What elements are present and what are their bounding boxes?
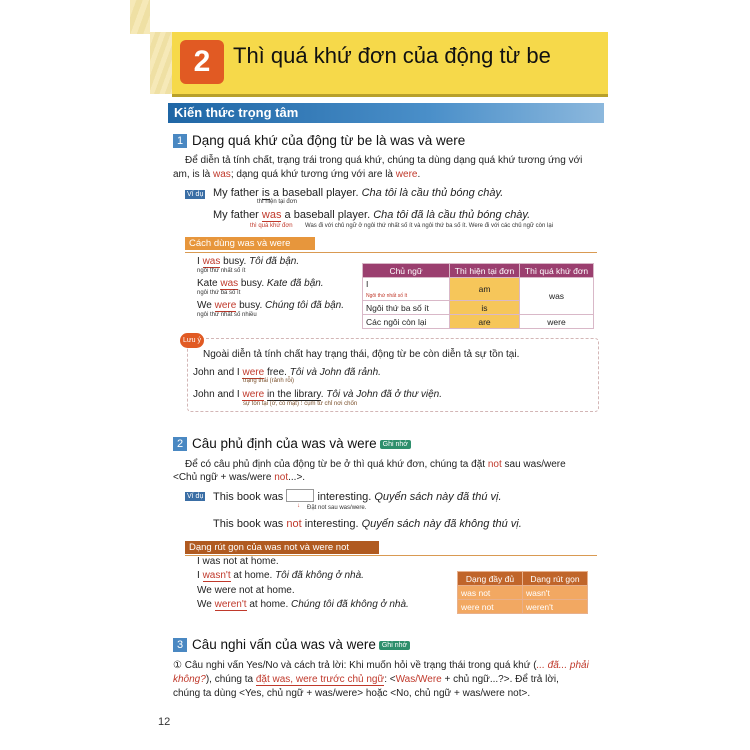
sub3-title: Câu nghi vấn của was và were — [192, 637, 376, 652]
note-line-1: Ngoài diễn tả tính chất hay trạng thái, động từ be còn diễn tả sự tồn tại. — [203, 349, 520, 360]
usage-example-1: I was busy. Tôi đã bận. — [197, 256, 300, 267]
note-example-1: John and I were free. Tôi và John đã rảnh. — [193, 367, 381, 378]
sub2-intro-line1: Để có câu phủ định của động từ be ở thì quá khứ đơn, chúng ta đặt not sau was/were — [185, 459, 566, 470]
short-form-table: Dạng đầy đủ Dạng rút gọn was not wasn't were not weren't — [457, 571, 588, 614]
note-badge: Lưu ý — [180, 333, 204, 348]
sub1-intro-line2: am, is là was; dạng quá khứ tương ứng với are là were. — [173, 169, 421, 180]
page-number: 12 — [158, 716, 171, 728]
sub2-tag: Ghi nhớ — [380, 440, 411, 449]
usage-example-3-note: ngôi thứ nhất số nhiều — [197, 312, 257, 318]
short-form-title: Dạng rút gọn của was not và were not — [185, 541, 379, 554]
lesson-title: Thì quá khứ đơn của động từ be — [233, 43, 551, 68]
section-title: Kiến thức trọng tâm — [174, 105, 299, 120]
example-tag: Ví dụ — [187, 191, 204, 198]
sub2-intro-line2: <Chủ ngữ + was/were not...>. — [173, 472, 306, 483]
sub3-heading — [173, 637, 410, 652]
usage-example-2: Kate was busy. Kate đã bận. — [197, 278, 324, 289]
sub1-example-1-note: thì hiện tại đơn — [257, 199, 297, 205]
short-example-3: We were not at home. — [197, 585, 295, 596]
header-stripe — [150, 32, 172, 94]
sub1-intro-line1: Để diễn tả tính chất, trạng trái trong quá khứ, chúng ta dùng dạng quá khứ tương ứng với — [185, 155, 583, 166]
usage-example-2-note: ngôi thứ ba số ít — [197, 290, 241, 296]
sub3-line-1: ① Câu nghi vấn Yes/No và cách trả lời: Khi muốn hỏi về trạng thái trong quá khứ (... đã... phải — [173, 660, 589, 671]
note-example-2: John and I were in the library. Tôi và John đã ở thư viện. — [193, 389, 443, 400]
sub1-example-2: My father was a baseball player. Cha tôi đã là cầu thủ bóng chày. — [213, 209, 531, 221]
short-example-2: I wasn't at home. Tôi đã không ở nhà. — [197, 570, 364, 581]
example-tag: Ví dụ — [187, 493, 204, 500]
sub2-example-2: This book was not interesting. Quyển sách này đã không thú vị. — [213, 518, 522, 530]
short-example-4: We weren't at home. Chúng tôi đã không ở nhà. — [197, 599, 409, 610]
note-example-1-note: trạng thái (rảnh rỗi) — [243, 378, 295, 384]
sub2-example-1: This book was interesting. Quyển sách này đã thú vị. — [213, 491, 502, 503]
sub3-line-3: chúng ta dùng <Yes, chủ ngữ + was/were> hoặc <No, chủ ngữ + was/were not>. — [173, 688, 531, 699]
arrow-icon: ↓ — [297, 503, 300, 509]
sub3-tag: Ghi nhớ — [379, 641, 410, 650]
sub3-line-2: không?), chúng ta đặt was, were trước chủ ngữ: <Was/Were + chủ ngữ...?>. Để trả lời, — [173, 674, 559, 685]
sub2-title: Câu phủ định của was và were — [192, 436, 377, 451]
usage-example-3: We were busy. Chúng tôi đã bận. — [197, 300, 344, 311]
sub1-example-1: My father is a baseball player. Cha tôi là cầu thủ bóng chày. — [213, 187, 504, 199]
sub1-heading — [173, 133, 465, 148]
blank-box — [286, 489, 314, 502]
short-example-1: I was not at home. — [197, 556, 279, 567]
sub1-title: Dạng quá khứ của động từ be là was và were — [192, 133, 466, 148]
sub1-example-2-note: thì quá khứ đơn — [250, 223, 293, 229]
sub3-number: 3 — [173, 638, 187, 652]
section-bar — [168, 103, 604, 123]
sub1-number: 1 — [173, 134, 187, 148]
usage-example-1-note: ngôi thứ nhất số ít — [197, 268, 246, 274]
sub2-number: 2 — [173, 437, 187, 451]
sub2-heading — [173, 436, 411, 451]
sub2-example-1-note: Đặt not sau was/were. — [307, 505, 367, 511]
be-forms-table: Chủ ngữ Thì hiện tại đơn Thì quá khứ đơn I Ngôi thứ nhất số ít am was Ngôi thứ ba số ít is Các ngôi còn lại are were — [362, 263, 594, 329]
note-example-2-note: sự tồn tại (ở, có mặt) ⁝ cụm từ chỉ nơi chốn — [243, 401, 358, 407]
lesson-number-badge: 2 — [180, 40, 224, 84]
usage-title: Cách dùng was và were — [185, 237, 315, 250]
sub1-example-2-explanation: Was đi với chủ ngữ ở ngôi thứ nhất số ít và ngôi thứ ba số ít. Were đi với các chủ ngữ còn lại — [305, 223, 553, 229]
